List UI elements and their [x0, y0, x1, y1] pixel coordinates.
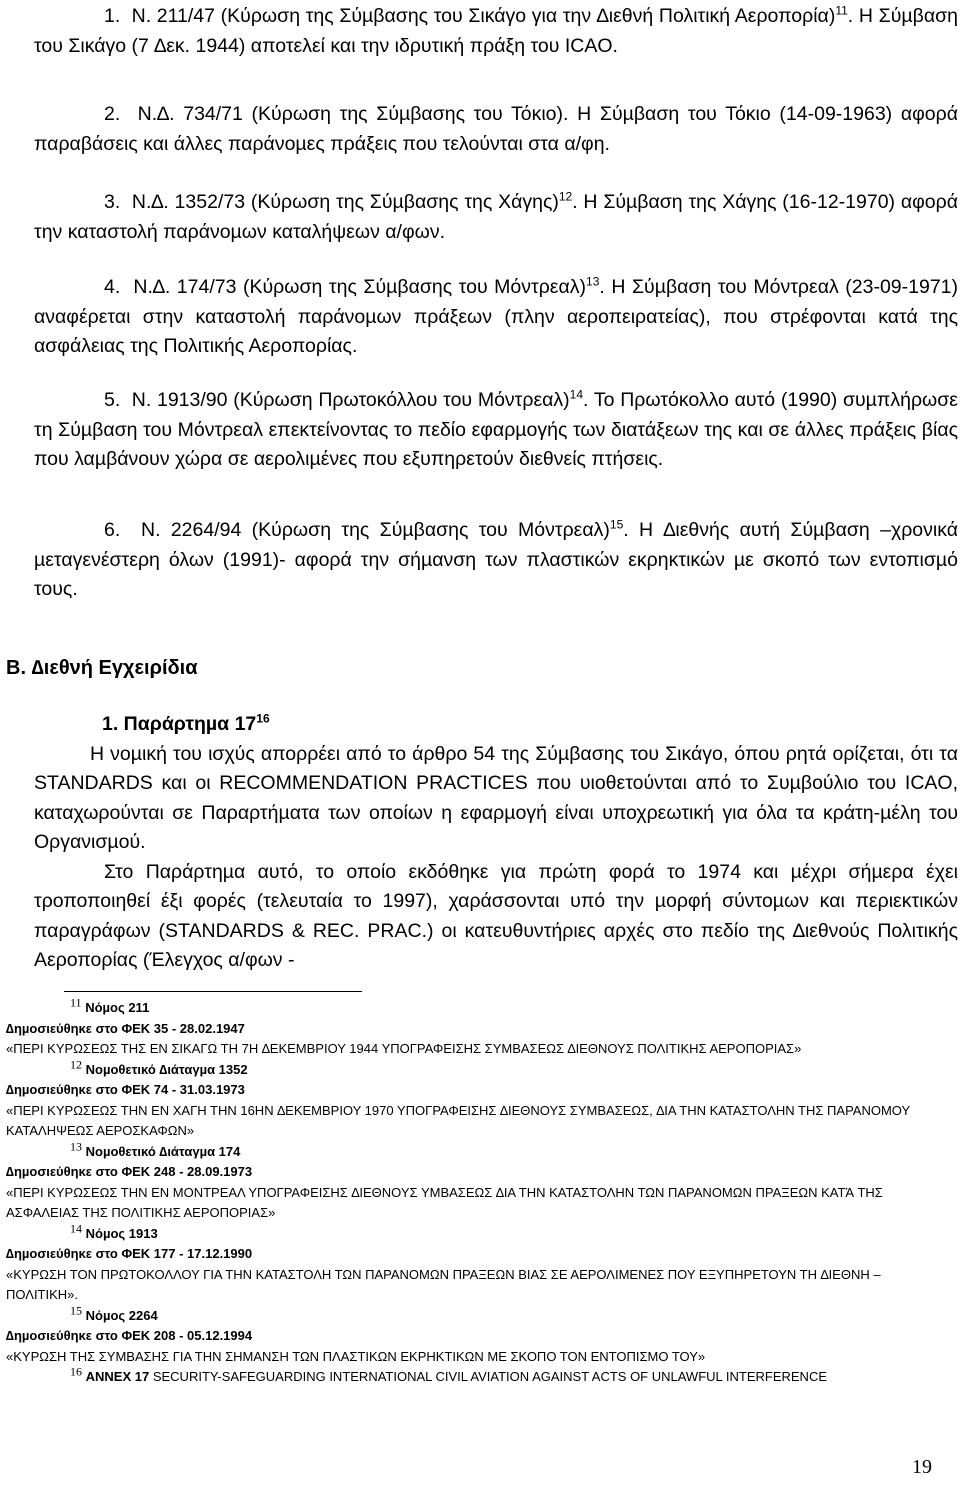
- footnotes: [6, 995, 946, 1388]
- list-item-3: 3. Ν.∆. 1352/73 (Κύρωση της Σύµβασης της Χάγης)$^{12}$. Η Σύµβαση της Χάγης (16-12-1970) αφορά την καταστολή παράνοµων καταλήψεων α/φων.: [34, 189, 958, 243]
- list-item-5: 5. Ν. 1913/90 (Κύρωση Πρωτοκόλλου του Μόντρεαλ)$^{14}$. Το Πρωτόκολλο αυτό (1990) συµπλήρωσε τη Σύµβαση του Μόντρεαλ επεκτείνοντας το πεδίο εφαρµογής των διατάξεων της και σε άλλες πράξεις βίας που λαµβάνουν χώρα σε αερολιµένες που εξυπηρετούν διεθνείς πτήσεις.: [34, 387, 958, 470]
- list-item-1: 1. Ν. 211/47 (Κύρωση της Σύµβασης του Σικάγο για την ∆ιεθνή Πολιτική Αεροπορία)$^{11}$. Η Σύµβαση του Σικάγο (7 ∆εκ. 1944) αποτελεί και την ιδρυτική πράξη του ICAO.: [34, 3, 958, 57]
- annex-paragraph-2: Στο Παράρτηµα αυτό, το οποίο εκδόθηκε για πρώτη φορά το 1974 και µέχρι σήµερα έχει τροποποιηθεί έξι φορές (τελευταία το 1997), χαράσσονται υπό την µορφή σύντοµων και περιεκτικών παραγράφων (STANDARDS & REC. PRAC.) οι κατευθυντήριες αρχές στο πεδίο της ∆ιεθνούς Πολιτικής Αεροπορίας (Έλεγχος α/φων -: [34, 860, 958, 971]
- footnote-13: 13 Νοµοθετικό ∆ιάταγµα 174 ∆ηµοσιεύθηκε στο ΦΕΚ 248 - 28.09.1973 «ΠΕΡΙ ΚΥΡΩΣΕΩΣ ΤΗΝ ΕΝ ΜΟΝΤΡΕΑΛ ΥΠΟΓΡΑΦΕΙΣΗΣ ∆ΙΕΘΝΟΥΣ ΥΜΒΑΣΕΩΣ ∆ΙΑ ΤΗΝ ΚΑΤΑΣΤΟΛΗΝ ΤΩΝ ΠΑΡΑΝΟΜΩΝ ΠΡΑΞΕΩΝ ΚΑΤΆ ΤΗΣ ΑΣΦΑΛΕΙΑΣ ΤΗΣ ΠΟΛΙΤΙΚΗΣ ΑΕΡΟΠΟΡΙΑΣ»: [6, 1139, 883, 1220]
- annex-title: 1. Παράρτηµα 17: [102, 713, 257, 735]
- annex-paragraph-1: Η νοµική του ισχύς απορρέει από το άρθρο 54 της Σύµβασης του Σικάγο, όπου ρητά ορίζεται, ότι τα STANDARDS και οι RECOMMENDATION PRACTICES που υιοθετούνται από το Συµβούλιο του ICAO, καταχωρούνται σε Παραρτήµατα των οποίων η εφαρµογή είναι υποχρεωτική για όλα τα κράτη-µέλη του Οργανισµού.: [34, 742, 958, 853]
- footnote-15: 15 Νόµος 2264 ∆ηµοσιεύθηκε στο ΦΕΚ 208 - 05.12.1994 «ΚΥΡΩΣΗ ΤΗΣ ΣΥΜΒΑΣΗΣ ΓΙΑ ΤΗΝ ΣΗΜΑΝΣΗ ΤΩΝ ΠΛΑΣΤΙΚΩΝ ΕΚΡΗΚΤΙΚΩΝ ΜΕ ΣΚΟΠΟ ΤΟΝ ΕΝΤΟΠΙΣΜΟ ΤΟΥ»: [6, 1303, 706, 1364]
- footnote-separator: [64, 991, 362, 992]
- footnote-16: 16 ANNEX 17 SECURITY-SAFEGUARDING INTERNATIONAL CIVIL AVIATION AGAINST ACTS OF UNLAWFUL INTERFERENCE: [70, 1364, 828, 1384]
- page-number: 19: [912, 1456, 932, 1478]
- footnote-11: 11 Νόµος 211 ∆ηµοσιεύθηκε στο ΦΕΚ 35 - 28.02.1947 «ΠΕΡΙ ΚΥΡΩΣΕΩΣ ΤΗΣ ΕΝ ΣΙΚΑΓΩ ΤΗ 7Η ∆ΕΚΕΜΒΡΙΟΥ 1944 ΥΠΟΓΡΑΦΕΙΣΗΣ ΣΥΜΒΑΣΕΩΣ ∆ΙΕΘΝΟΥΣ ΠΟΛΙΤΙΚΗΣ ΑΕΡΟΠΟΡΙΑΣ»: [6, 995, 802, 1056]
- footnote-14: 14 Νόµος 1913 ∆ηµοσιεύθηκε στο ΦΕΚ 177 - 17.12.1990 «ΚΥΡΩΣΗ ΤΟΝ ΠΡΩΤΟΚΟΛΛΟΥ ΓΙΑ ΤΗΝ ΚΑΤΑΣΤΟΛΗ ΤΩΝ ΠΑΡΑΝΟΜΩΝ ΠΡΑΞΕΩΝ ΒΙΑΣ ΣΕ ΑΕΡΟΛΙΜΕΝΕΣ ΠΟΥ ΕΞΥΠΗΡΕΤΟΥΝ ΤΗ ∆ΙΕΘΝΗ – ΠΟΛΙΤΙΚΗ».: [6, 1221, 881, 1302]
- section-heading: Β. ∆ιεθνή Εγχειρίδια: [6, 657, 198, 679]
- footnote-ref-11[interactable]: 11: [835, 3, 848, 18]
- footnote-ref-16[interactable]: 16: [256, 711, 270, 726]
- list-item-2: 2. Ν.∆. 734/71 (Κύρωση της Σύµβασης του Τόκιο). Η Σύµβαση του Τόκιο (14-09-1963) αφορά παραβάσεις και άλλες παράνοµες πράξεις που τελούνται στα α/φη.: [34, 103, 958, 155]
- footnote-ref-15[interactable]: 15: [609, 517, 624, 532]
- list-item-4: 4. Ν.∆. 174/73 (Κύρωση της Σύµβασης του Μόντρεαλ)$^{13}$. Η Σύµβαση του Μόντρεαλ (23-09-1971) αναφέρεται στην καταστολή παράνοµων πράξεων (πλην αεροπειρατείας), που στρέφονται κατά της ασφάλειας της Πολιτικής Αεροπορίας.: [34, 274, 959, 357]
- footnote-12: 12 Νοµοθετικό ∆ιάταγµα 1352 ∆ηµοσιεύθηκε στο ΦΕΚ 74 - 31.03.1973 «ΠΕΡΙ ΚΥΡΩΣΕΩΣ ΤΗΝ ΕΝ ΧΑΓΗ ΤΗΝ 16ΗΝ ∆ΕΚΕΜΒΡΙΟΥ 1970 ΥΠΟΓΡΑΦΕΙΣΗΣ ∆ΙΕΘΝΟΥΣ ΣΥΜΒΑΣΕΩΣ, ∆ΙΑ ΤΗΝ ΚΑΤΑΣΤΟΛΗΝ ΤΗΣ ΠΑΡΑΝΟΜΟΥ ΚΑΤΑΛΗΨΕΩΣ ΑΕΡΟΣΚΑΦΩΝ»: [6, 1057, 910, 1138]
- footnote-ref-14[interactable]: 14: [569, 387, 584, 402]
- footnote-ref-13[interactable]: 13: [586, 274, 600, 289]
- list-item-6: 6. Ν. 2264/94 (Κύρωση της Σύµβασης του Μόντρεαλ)$^{15}$. Η ∆ιεθνής αυτή Σύµβαση –χρονικά µεταγενέστερη όλων (1991)- αφορά την σήµανση των πλαστικών εκρηκτικών µε σκοπό των εντοπισµό τους.: [34, 517, 958, 600]
- footnote-ref-12[interactable]: 12: [558, 189, 573, 204]
- annex-section: [34, 710, 958, 976]
